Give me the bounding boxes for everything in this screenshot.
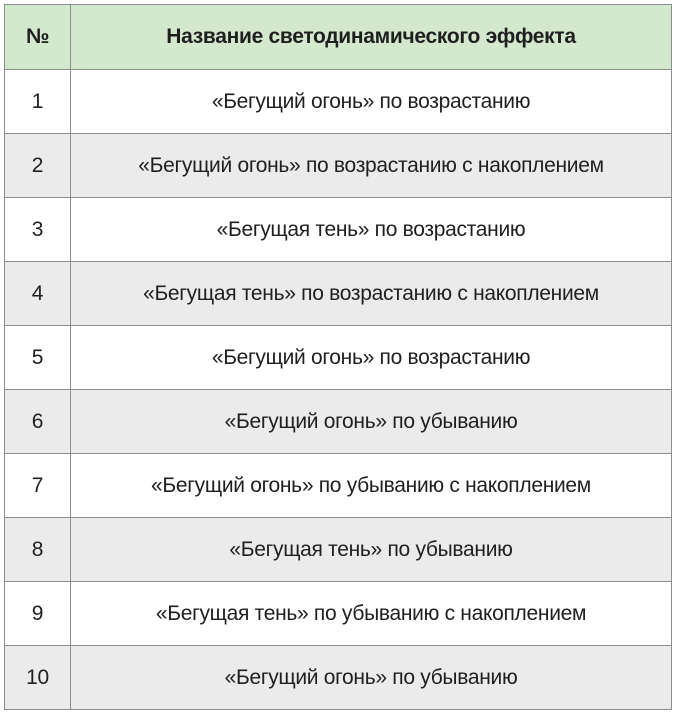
row-number: 6	[5, 390, 71, 454]
row-number: 2	[5, 134, 71, 198]
table-row	[5, 70, 672, 134]
effects-table-container	[4, 4, 671, 710]
effects-table	[4, 4, 672, 710]
effect-name: «Бегущая тень» по возрастанию с накоплением	[71, 262, 672, 326]
table-row	[5, 646, 672, 710]
row-number: 1	[5, 70, 71, 134]
row-number: 10	[5, 646, 71, 710]
table-row	[5, 326, 672, 390]
table-row	[5, 134, 672, 198]
table-row	[5, 582, 672, 646]
effect-name: «Бегущий огонь» по убыванию с накоплением	[71, 454, 672, 518]
table-row	[5, 198, 672, 262]
effect-name: «Бегущая тень» по убыванию с накоплением	[71, 582, 672, 646]
effect-name: «Бегущий огонь» по убыванию	[71, 646, 672, 710]
row-number: 3	[5, 198, 71, 262]
row-number: 4	[5, 262, 71, 326]
effect-name: «Бегущий огонь» по убыванию	[71, 390, 672, 454]
row-number: 9	[5, 582, 71, 646]
header-row	[5, 5, 672, 70]
effect-name: «Бегущая тень» по возрастанию	[71, 198, 672, 262]
table-row	[5, 518, 672, 582]
effect-name: «Бегущий огонь» по возрастанию	[71, 70, 672, 134]
effect-name: «Бегущая тень» по убыванию	[71, 518, 672, 582]
column-header-number: №	[5, 5, 71, 70]
table-row	[5, 454, 672, 518]
table-row	[5, 390, 672, 454]
row-number: 7	[5, 454, 71, 518]
row-number: 8	[5, 518, 71, 582]
table-row	[5, 262, 672, 326]
effect-name: «Бегущий огонь» по возрастанию с накоплением	[71, 134, 672, 198]
effect-name: «Бегущий огонь» по возрастанию	[71, 326, 672, 390]
column-header-effect-name: Название светодинамического эффекта	[71, 5, 672, 70]
row-number: 5	[5, 326, 71, 390]
